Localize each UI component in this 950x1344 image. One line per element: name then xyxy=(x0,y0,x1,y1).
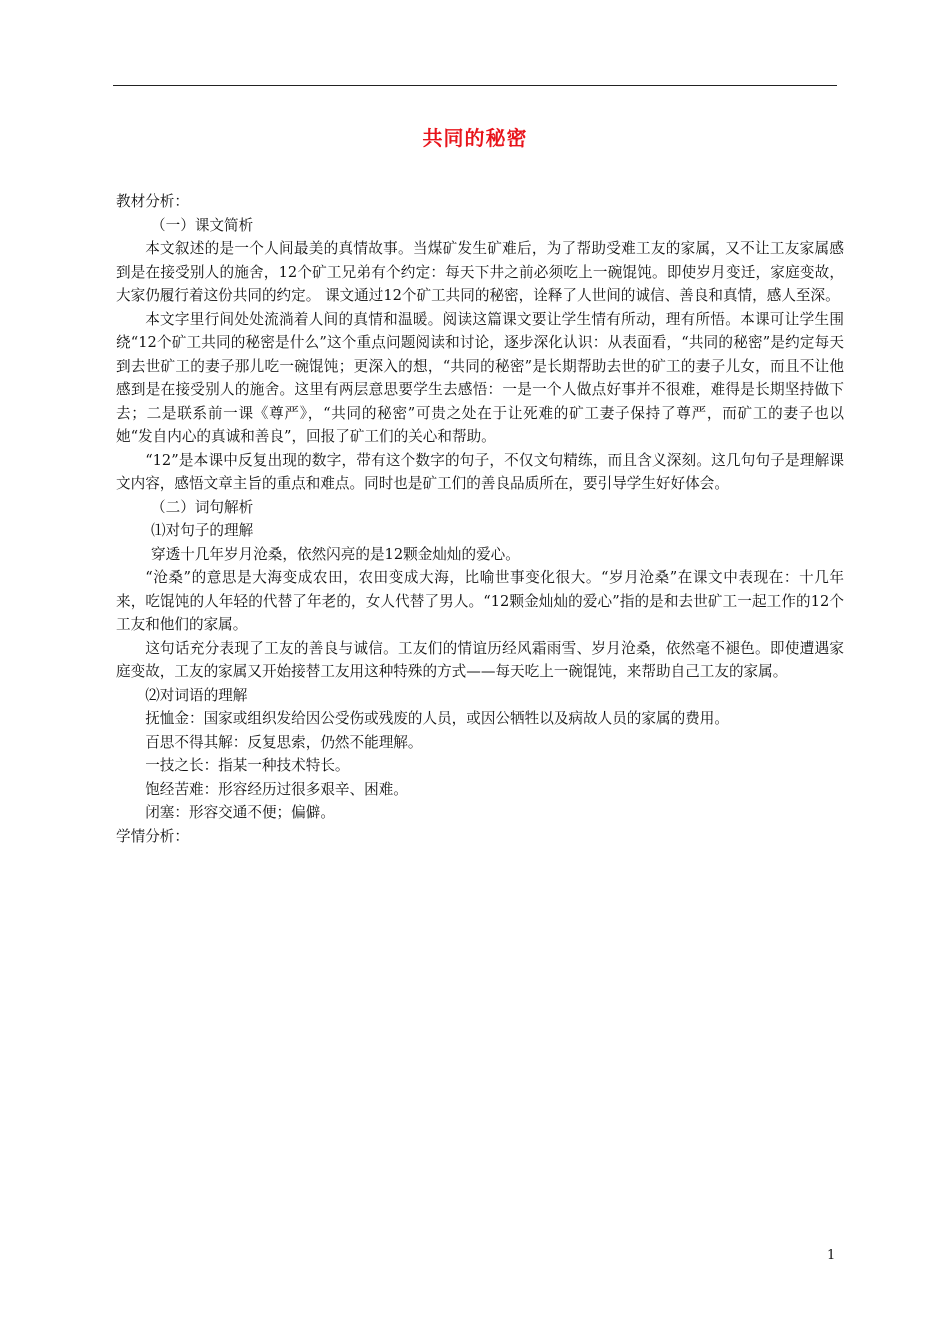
section-heading-student-analysis: 学情分析： xyxy=(116,827,189,845)
paragraph: “12”是本课中反复出现的数字，带有这个数字的句子，不仅文句精练，而且含义深刻。这几句句子是理解课文内容，感悟文章主旨的重点和难点。同时也是矿工们的善良品质所在，要引导学生好好体会。 xyxy=(116,451,844,492)
paragraph: “沧桑”的意思是大海变成农田，农田变成大海，比喻世事变化很大。“岁月沧桑”在课文中表现在：十几年来，吃馄饨的人年轻的代替了年老的，女人代替了男人。“12颗金灿灿的爱心”指的是和去世矿工一起工作的12个工友和他们的家属。 xyxy=(116,569,844,633)
subsection-heading-word-analysis: （二）词句解析 xyxy=(151,498,254,516)
definition-item: 闭塞：形容交通不便；偏僻。 xyxy=(145,804,335,821)
page-number: 1 xyxy=(827,1248,836,1263)
paragraph: 本文叙述的是一个人间最美的真情故事。当煤矿发生矿难后，为了帮助受难工友的家属，又不让工友家属感到是在接受别人的施舍，12个矿工兄弟有个约定：每天下井之前必须吃上一碗馄饨。即使岁月变迁，家庭变故，大家仍履行着这份共同的约定。 课文通过12个矿工共同的秘密，诠释了人世间的诚信、善良和真情，感人至深。 xyxy=(116,240,844,304)
document-body xyxy=(116,190,844,848)
definition-item: 百思不得其解：反复思索，仍然不能理解。 xyxy=(145,733,423,751)
document-title: 共同的秘密 xyxy=(422,126,528,150)
definition-item: 饱经苦难：形容经历过很多艰辛、困难。 xyxy=(145,780,408,798)
header-rule xyxy=(113,85,837,86)
section-heading-textbook-analysis: 教材分析： xyxy=(116,193,189,210)
paragraph: 这句话充分表现了工友的善良与诚信。工友们的情谊历经风霜雨雪、岁月沧桑，依然毫不褪色。即使遭遇家庭变故，工友的家属又开始接替工友用这种特殊的方式——每天吃上一碗馄饨，来帮助自己工友的家属。 xyxy=(116,639,844,680)
item-heading-words: ⑵对词语的理解 xyxy=(145,686,248,704)
item-heading-sentences: ⑴对句子的理解 xyxy=(151,522,254,539)
definition-item: 一技之长：指某一种技术特长。 xyxy=(145,757,350,774)
subsection-heading-text-analysis: （一）课文简析 xyxy=(151,216,254,234)
paragraph: 本文字里行间处处流淌着人间的真情和温暖。阅读这篇课文要让学生情有所动，理有所悟。本课可让学生围绕“12个矿工共同的秘密是什么”这个重点问题阅读和讨论，逐步深化认识：从表面看，“共同的秘密”是约定每天到去世矿工的妻子那儿吃一碗馄饨；更深入的想，“共同的秘密”是长期帮助去世的矿工的妻子儿女，而且不让他感到是在接受别人的施舍。这里有两层意思要学生去感悟：一是一个人做点好事并不很难，难得是长期坚持做下去；二是联系前一课《尊严》，“共同的秘密”可贵之处在于让死难的矿工妻子保持了尊严，而矿工的妻子也以她“发自内心的真诚和善良”，回报了矿工们的关心和帮助。 xyxy=(116,310,844,445)
quoted-sentence: 穿透十几年岁月沧桑，依然闪亮的是12颗金灿灿的爱心。 xyxy=(151,545,520,563)
definition-item: 抚恤金：国家或组织发给因公受伤或残废的人员，或因公牺牲以及病故人员的家属的费用。 xyxy=(145,710,729,727)
